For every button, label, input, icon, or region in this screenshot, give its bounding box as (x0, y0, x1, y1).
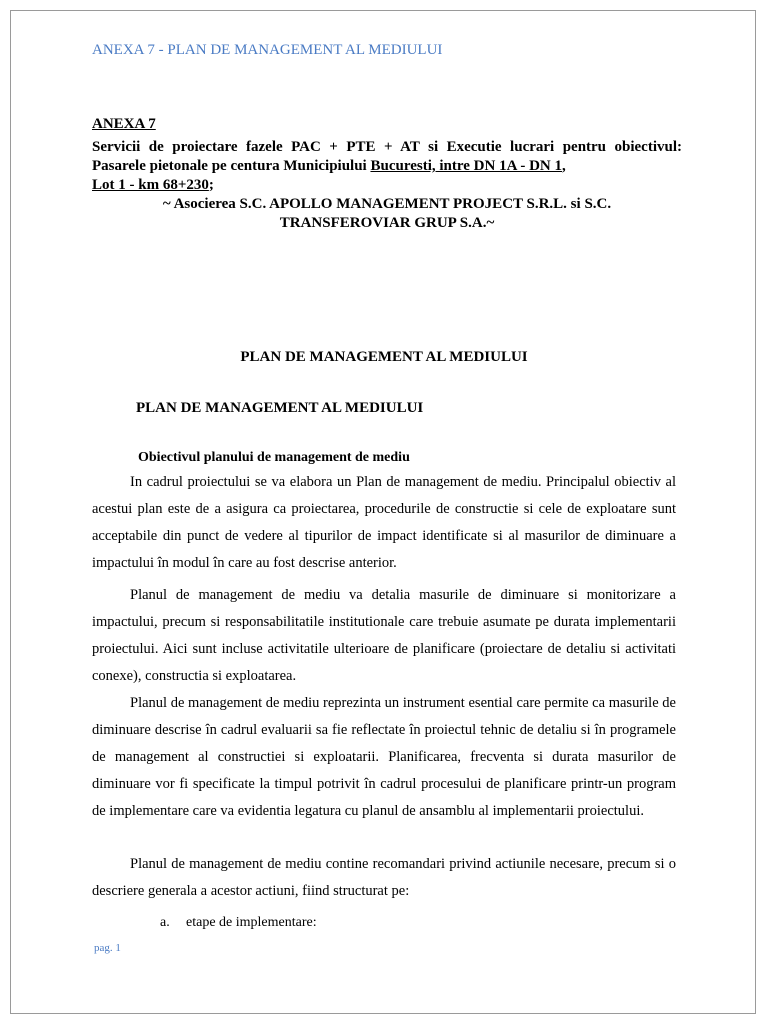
list-item (160, 915, 317, 931)
paragraph (92, 582, 676, 690)
paragraph (92, 690, 676, 825)
subsection-heading: Obiectivul planului de management de mediu (138, 450, 410, 465)
paragraph-text: Planul de management de mediu contine recomandari privind actiunile necesare, precum si o descriere generala a acestor actiuni, fiind structurat pe: (92, 856, 676, 899)
paragraph-text: Planul de management de mediu va detalia masurile de diminuare si monitorizare a impactului, precum si responsabilitatile institutionale care trebuie asumate pe durata implementarii proiectului. Aici sunt incluse activitatile ulterioare de planificare (proiectare de detaliu si activitati conexe), constructia si exploatarea. (92, 587, 676, 684)
list-item-marker: a. (160, 915, 170, 930)
cover-line-objective-prefix: Pasarele pietonale pe centura Municipiului (92, 158, 371, 174)
cover-line-objective (92, 157, 682, 176)
cover-line-association-cont: TRANSFEROVIAR GRUP S.A.~ (279, 215, 495, 231)
paragraph-text: Planul de management de mediu reprezinta un instrument esential care permite ca masurile de diminuare descrise în cadrul evaluarii sa fie reflectate în proiectul tehnic de detaliu si în programele de management al constructiei si exploatarii. Planificarea, frecventa si durata masurilor de diminuare vor fi specificate la timpul potrivit în cadrul procesului de planificare printr-un program de implementare care va evidentia legatura cu planul de ansamblu al implementarii proiectului. (92, 695, 676, 819)
running-header: ANEXA 7 - PLAN DE MANAGEMENT AL MEDIULUI (92, 42, 443, 58)
cover-line-lot-value: Lot 1 - km 68+230 (92, 177, 209, 193)
cover-line-services: Servicii de proiectare fazele PAC + PTE + AT si Executie lucrari pentru obiectivul: (92, 139, 682, 155)
cover-line-objective-suffix: , (562, 158, 566, 174)
cover-line-association: ~ Asocierea S.C. APOLLO MANAGEMENT PROJECT S.R.L. si S.C. (162, 196, 612, 212)
paragraph (92, 469, 676, 577)
list-item-text: etape de implementare: (186, 915, 317, 930)
cover-line-lot-suffix: ; (208, 177, 214, 193)
document-title: PLAN DE MANAGEMENT AL MEDIULUI (240, 349, 528, 365)
section-title: PLAN DE MANAGEMENT AL MEDIULUI (136, 400, 424, 416)
cover-line-objective-location: Bucuresti, intre DN 1A - DN 1 (370, 158, 562, 174)
cover-line-lot (92, 176, 682, 195)
paragraph (92, 851, 676, 905)
paragraph-text: In cadrul proiectului se va elabora un Plan de management de mediu. Principalul obiectiv al acestui plan este de a asigura ca proiectarea, procedurile de constructie si cele de exploatare sunt acceptabile din punct de vedere al tipurilor de impact identificate si al masurilor de diminuare a impactului în modul în care au fost descrise anterior. (92, 474, 676, 571)
anexa-label: ANEXA 7 (92, 116, 156, 132)
page-number: pag. 1 (94, 942, 121, 954)
cover-block (92, 115, 682, 233)
